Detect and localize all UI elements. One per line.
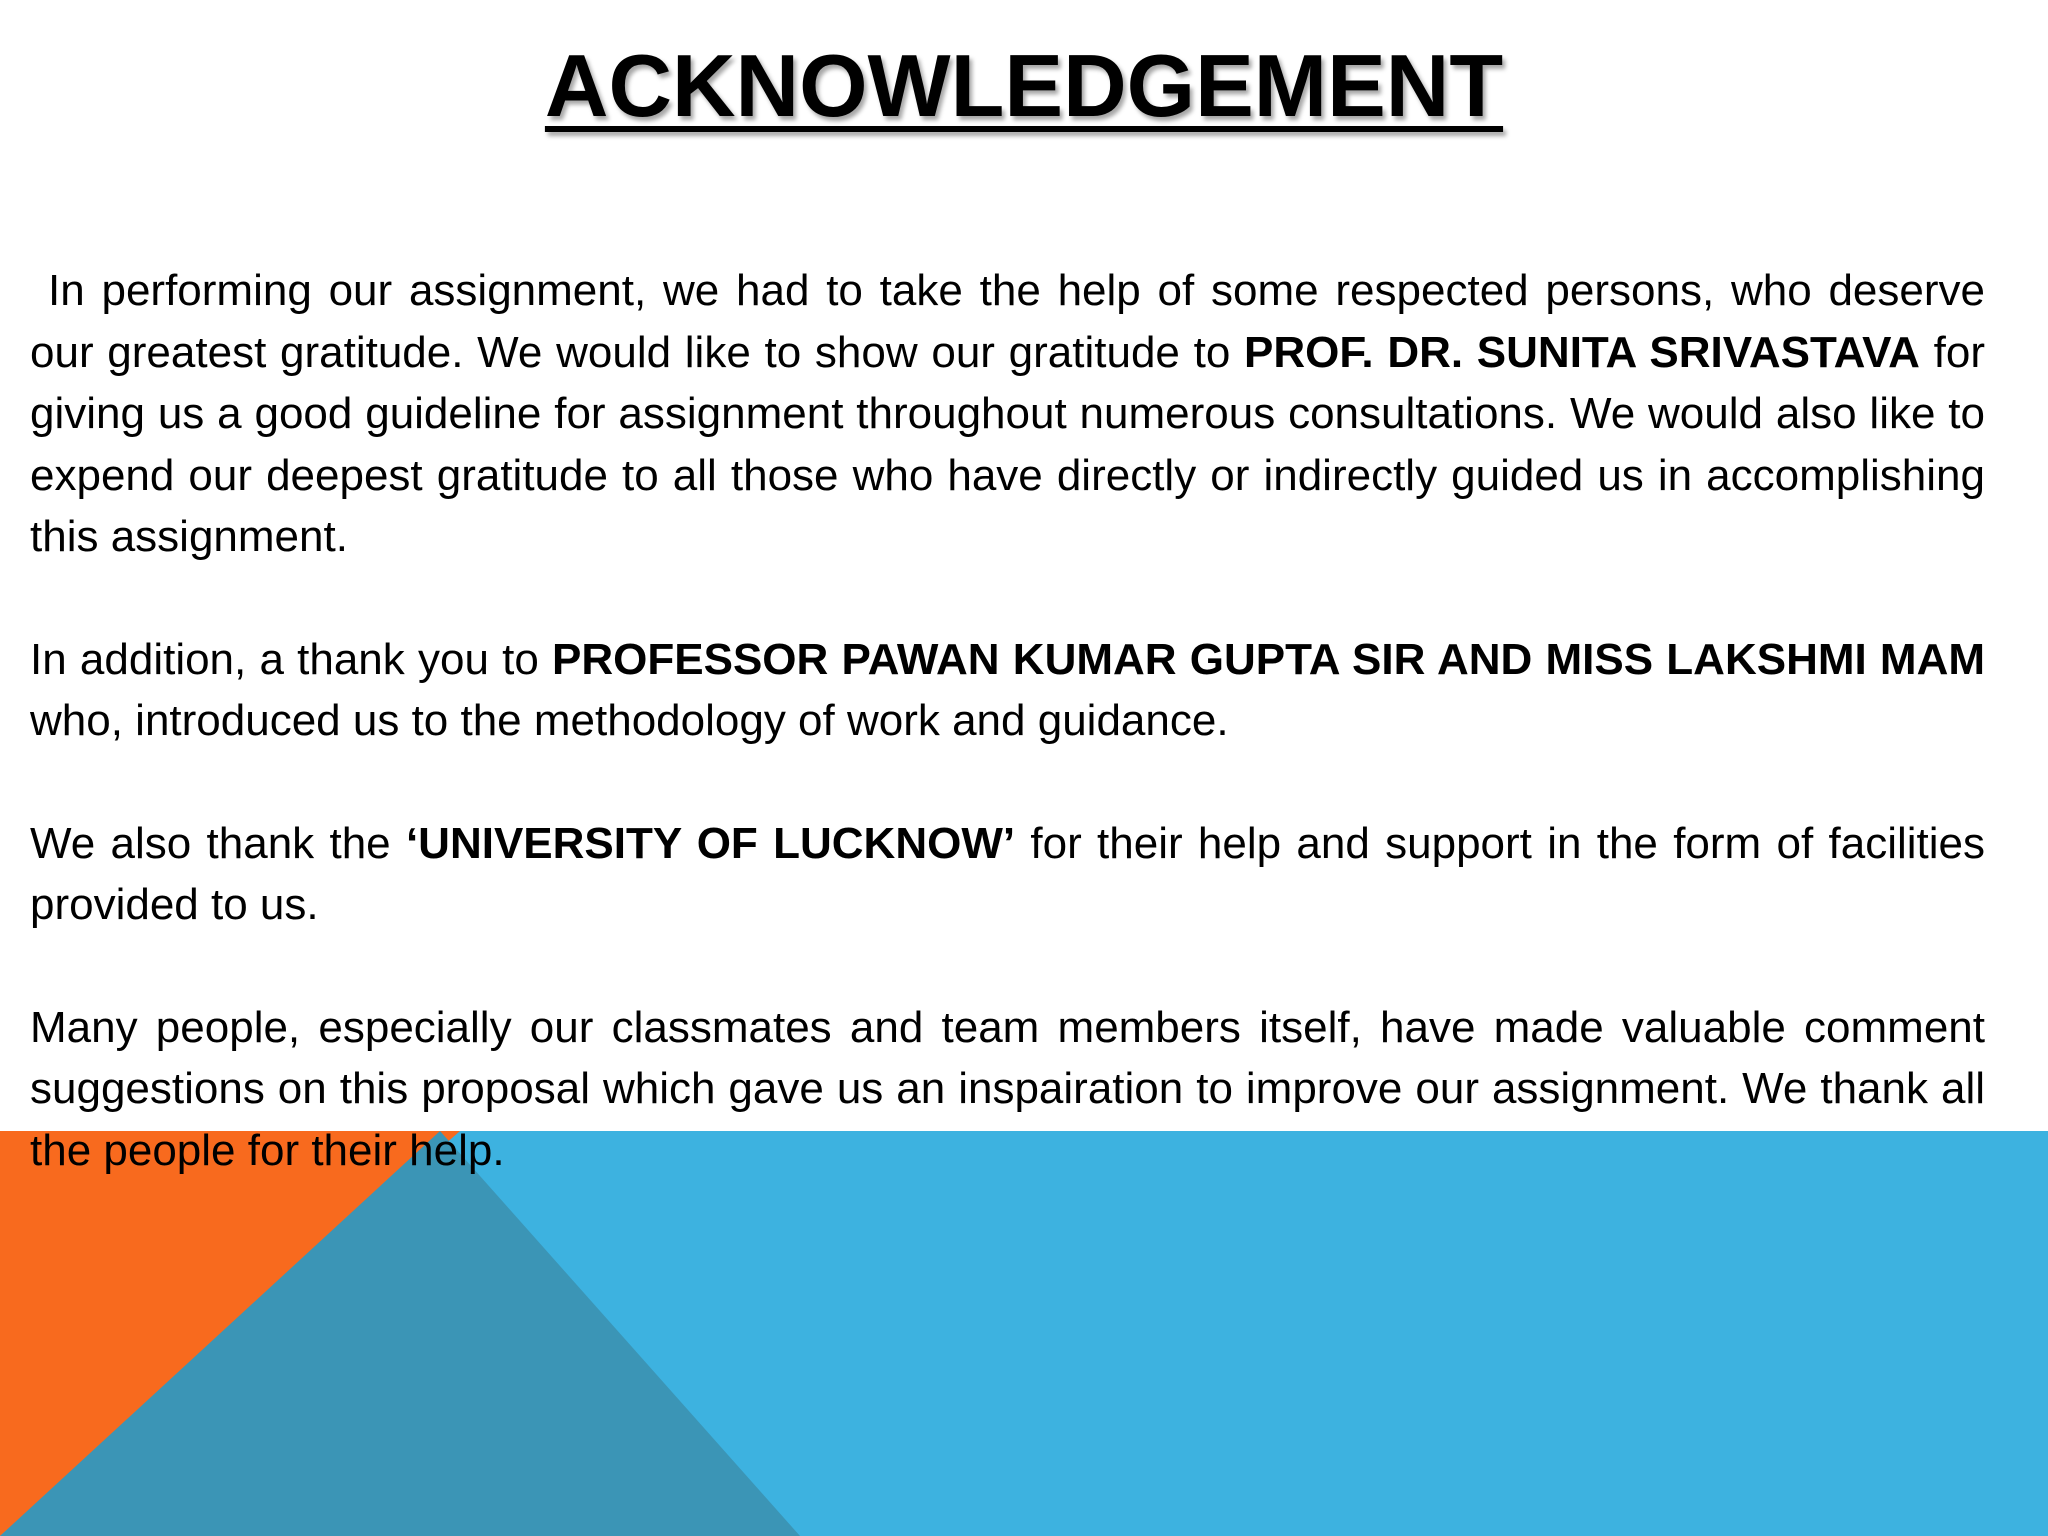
page-title-text: ACKNOWLEDGEMENT [544, 36, 1504, 135]
paragraph-3-text-a: We also thank the [30, 818, 406, 868]
paragraph-1-bold: PROF. DR. SUNITA SRIVASTAVA [1244, 327, 1920, 377]
paragraph-1-text-a: In performing our assignment, we had to take the help of some respected persons, who deserve our greatest gratitude. We would like to show our gratitude to [30, 266, 1985, 377]
paragraph-3-text-b: for their help and support in the form of facilities provided to us. [30, 818, 1985, 929]
paragraph-4 [30, 997, 1985, 1182]
page-title [0, 30, 2048, 142]
paragraph-3-bold: ‘UNIVERSITY OF LUCKNOW’ [405, 818, 1016, 868]
paragraph-3 [30, 813, 1985, 936]
paragraph-2-text-a: In addition, a thank you to [30, 634, 553, 684]
paragraph-4-text: Many people, especially our classmates and team members itself, have made valuable comment suggestions on this proposal which gave us an inspairation to improve our assignment. We thank all the people for their help. [30, 1002, 1985, 1175]
paragraph-1-text-b: for giving us a good guideline for assignment throughout numerous consultations. We would also like to expend our deepest gratitude to all those who have directly or indirectly guided us in accomplishing this assignment. [30, 327, 1986, 561]
acknowledgement-body [30, 260, 1985, 1242]
paragraph-2-bold: PROFESSOR PAWAN KUMAR GUPTA SIR AND MISS LAKSHMI MAM [552, 634, 1986, 684]
paragraph-2 [30, 629, 1985, 752]
paragraph-1 [30, 260, 1985, 568]
paragraph-2-text-b: who, introduced us to the methodology of work and guidance. [30, 696, 1229, 745]
